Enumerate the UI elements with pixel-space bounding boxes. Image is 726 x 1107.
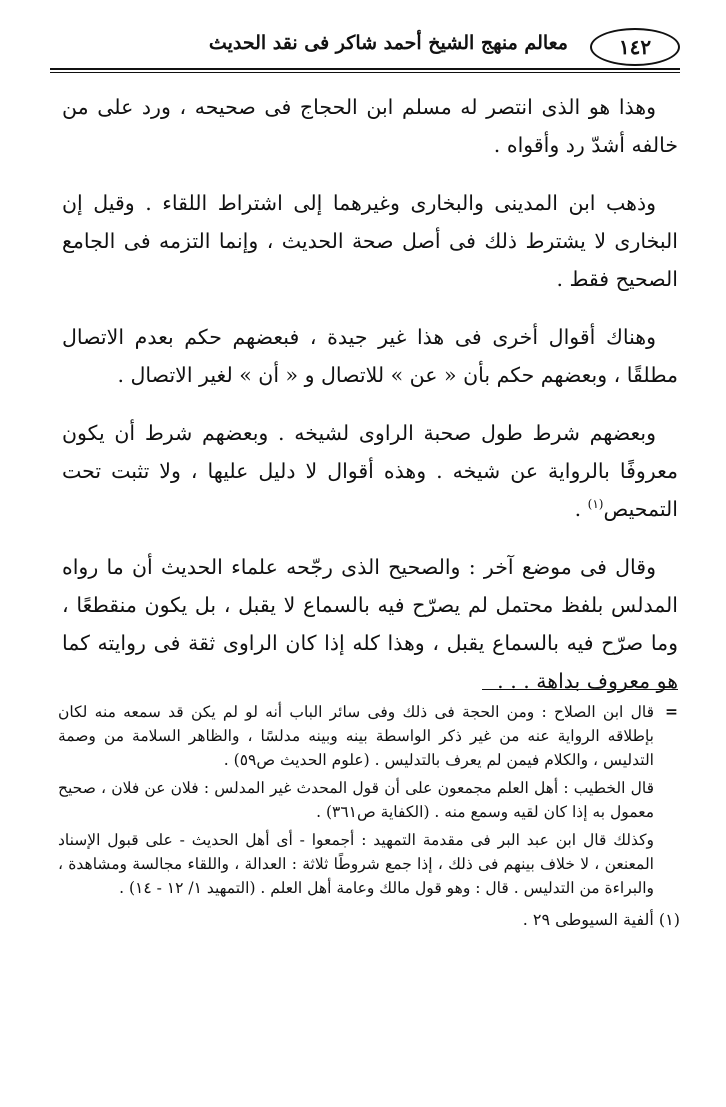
paragraph-4-text: وبعضهم شرط طول صحبة الراوى لشيخه . وبعضهم شرط أن يكون معروفًا بالرواية عن شيخه . وهذه أقوال لا دليل عليها ، ولا تثبت تحت التمحيص [62,421,678,521]
paragraph-5: وقال فى موضع آخر : والصحيح الذى رجّحه علماء الحديث أن ما رواه المدلس بلفظ محتمل لم يصرّح فيه بالسماع لا يقبل ، بل يكون منقطعًا ، وما صرّح فيه بالسماع يقبل ، وهذا كله إذا كان الراوى ثقة فى روايته كما هو معروف بداهة . . . [62,555,678,693]
paragraph-4 [62,414,678,528]
footnote-quote-khatib: قال الخطيب : أهل العلم مجمعون على أن قول المحدث غير المدلس : فلان عن فلان ، صحيح معمول به إذا كان لقيه وسمع منه . (الكفاية ص٣٦١) . [58,779,654,821]
paragraph-3: وهناك أقوال أخرى فى هذا غير جيدة ، فبعضهم حكم بعدم الاتصال مطلقًا ، وبعضهم حكم بأن « عن » للاتصال و « أن » لغير الاتصال . [62,325,678,387]
paragraph-1: وهذا هو الذى انتصر له مسلم ابن الحجاج فى صحيحه ، ورد على من خالفه أشدّ رد وأقواه . [62,95,678,157]
page-number: ١٤٢ [618,35,652,59]
page-number-badge [590,28,680,66]
paragraph-2: وذهب ابن المدينى والبخارى وغيرهما إلى اشتراط اللقاء . وقيل إن البخارى لا يشترط ذلك فى أصل صحة الحديث ، وإنما التزمه فى الجامع الصحيح فقط . [62,191,678,291]
page-header [50,22,680,70]
footnote-continuation [58,700,680,900]
header-rule [50,68,680,73]
footnote-separator [482,689,678,690]
main-text [62,88,678,720]
paragraph-4-end: . [574,497,588,521]
footnote-quote-ibn-salah: قال ابن الصلاح : ومن الحجة فى ذلك وفى سائر الباب أنه لو لم يكن قد سمعه منه لكان بإطلاقه الرواية عنه من غير ذكر الواسطة بينه وبينه مدلسًا ، والظاهر السلامة من وصمة التدليس ، والكلام فيمن لم يعرف بالتدليس . (علوم الحديث ص٥٩) . [58,703,654,769]
continuation-mark: = [665,702,678,721]
footnote-1: (١) ألفية السيوطى ٢٩ . [522,910,680,929]
footnote-quote-ibn-abd-albarr: وكذلك قال ابن عبد البر فى مقدمة التمهيد : أجمعوا - أى أهل الحديث - على قبول الإسناد المعنعن ، لا خلاف بينهم فى ذلك ، إذا جمع شروطًا ثلاثة : العدالة ، واللقاء مجالسة ومشاهدة ، والبراءة من التدليس . قال : وهو قول مالك وعامة أهل العلم . (التمهيد ١/ ١٢ - ١٤) . [58,831,654,897]
footnote-ref-1[interactable]: (١) [587,497,604,512]
footnotes [58,700,680,936]
running-title: معالم منهج الشيخ أحمد شاكر فى نقد الحديث [208,32,568,54]
